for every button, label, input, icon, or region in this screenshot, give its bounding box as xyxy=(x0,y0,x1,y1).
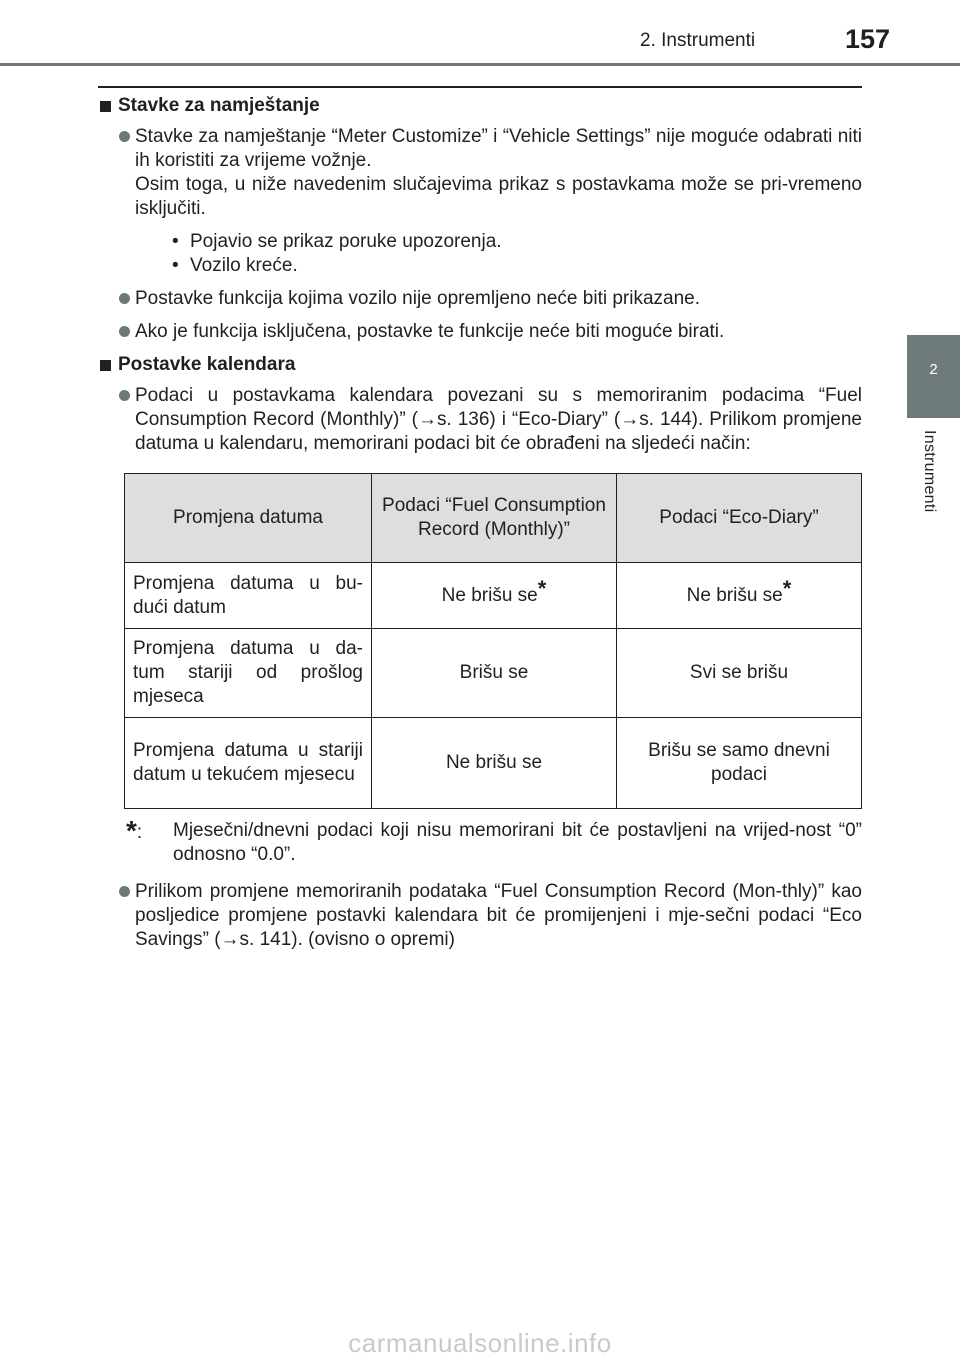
list-item xyxy=(98,125,862,278)
table-header-cell: Podaci “Fuel Consumption Record (Monthly)” xyxy=(372,474,617,563)
paragraph: Osim toga, u niže navedenim slučajevima prikaz s postavkama može se pri-vremeno isključiti. xyxy=(135,174,862,219)
table-header-cell: Podaci “Eco-Diary” xyxy=(617,474,862,563)
square-bullet-icon xyxy=(100,360,111,371)
paragraph: Ako je funkcija isključena, postavke te funkcije neće biti moguće birati. xyxy=(135,321,725,342)
sub-list-item xyxy=(135,230,862,254)
section-heading-text: Stavke za namještanje xyxy=(118,95,320,116)
square-bullet-icon xyxy=(100,101,111,112)
sub-list-text: Pojavio se prikaz poruke upozorenja. xyxy=(190,231,502,252)
table-header-row xyxy=(125,474,862,563)
chapter-tab-label: Instrumenti xyxy=(921,430,938,513)
content-top-rule xyxy=(98,86,862,88)
table-cell: Svi se brišu xyxy=(617,629,862,718)
table-cell-text: Ne brišu se xyxy=(441,584,538,606)
table-cell xyxy=(372,563,617,629)
list-item xyxy=(98,384,862,456)
section-heading-text: Postavke kalendara xyxy=(118,354,296,375)
table-cell: Promjena datuma u da-tum stariji od prošlog mjeseca xyxy=(125,629,372,718)
table-cell-text: Ne brišu se xyxy=(686,584,783,606)
circle-bullet-icon xyxy=(119,886,130,897)
asterisk-mark: * xyxy=(782,575,792,601)
footnote-marker: *: xyxy=(126,815,143,846)
table-header-cell: Promjena datuma xyxy=(125,474,372,563)
sub-list xyxy=(135,230,862,278)
page-content xyxy=(98,94,862,961)
chapter-tab-number: 2 xyxy=(929,361,938,378)
table-cell: Promjena datuma u stariji datum u tekućem mjesecu xyxy=(125,718,372,809)
sub-list-text: Vozilo kreće. xyxy=(190,255,298,276)
footnote-asterisk: * xyxy=(126,815,137,846)
paragraph: Prilikom promjene memoriranih podataka “Fuel Consumption Record (Mon-thly)” kao posljedice promjene postavki kalendara bit će promijenjeni i mje-sečni podaci “Eco Savings” (→s. 141). (ovisno o opremi) xyxy=(135,881,862,950)
sub-bullet-marker: • xyxy=(172,255,179,276)
circle-bullet-icon xyxy=(119,390,130,401)
footnote xyxy=(126,815,862,867)
list-item xyxy=(98,320,862,344)
sub-list-item xyxy=(135,254,862,278)
circle-bullet-icon xyxy=(119,293,130,304)
section-heading xyxy=(98,353,862,377)
header-rule xyxy=(0,63,960,66)
page-number: 157 xyxy=(845,24,891,54)
calendar-table xyxy=(124,473,862,809)
table-cell: Brišu se samo dnevni podaci xyxy=(617,718,862,809)
chapter-title: 2. Instrumenti xyxy=(640,30,756,51)
watermark: carmanualsonline.info xyxy=(348,1328,612,1358)
table-cell: Promjena datuma u bu-dući datum xyxy=(125,563,372,629)
asterisk-mark: * xyxy=(537,575,547,601)
paragraph: Podaci u postavkama kalendara povezani su s memoriranim podacima “Fuel Consumption Record (Monthly)” (→s. 136) i “Eco-Diary” (→s. 144). Prilikom promjene datuma u kalendaru, memorirani podaci bit će obrađeni na sljedeći način: xyxy=(135,385,862,454)
table-row xyxy=(125,718,862,809)
footnote-text: Mjesečni/dnevni podaci koji nisu memorirani bit će postavljeni na vrijed-nost “0” odnosno “0.0”. xyxy=(173,820,862,865)
paragraph: Postavke funkcija kojima vozilo nije opremljeno neće biti prikazane. xyxy=(135,288,701,309)
table-cell: Brišu se xyxy=(372,629,617,718)
circle-bullet-icon xyxy=(119,326,130,337)
table-row xyxy=(125,629,862,718)
circle-bullet-icon xyxy=(119,131,130,142)
list-item xyxy=(98,880,862,952)
table-cell xyxy=(617,563,862,629)
sub-bullet-marker: • xyxy=(172,231,179,252)
chapter-tab xyxy=(907,335,960,418)
paragraph: Stavke za namještanje “Meter Customize” i “Vehicle Settings” nije moguće odabrati niti ih koristiti za vrijeme vožnje. xyxy=(135,126,862,171)
list-item xyxy=(98,287,862,311)
section-heading xyxy=(98,94,862,118)
table-cell: Ne brišu se xyxy=(372,718,617,809)
table-row xyxy=(125,563,862,629)
